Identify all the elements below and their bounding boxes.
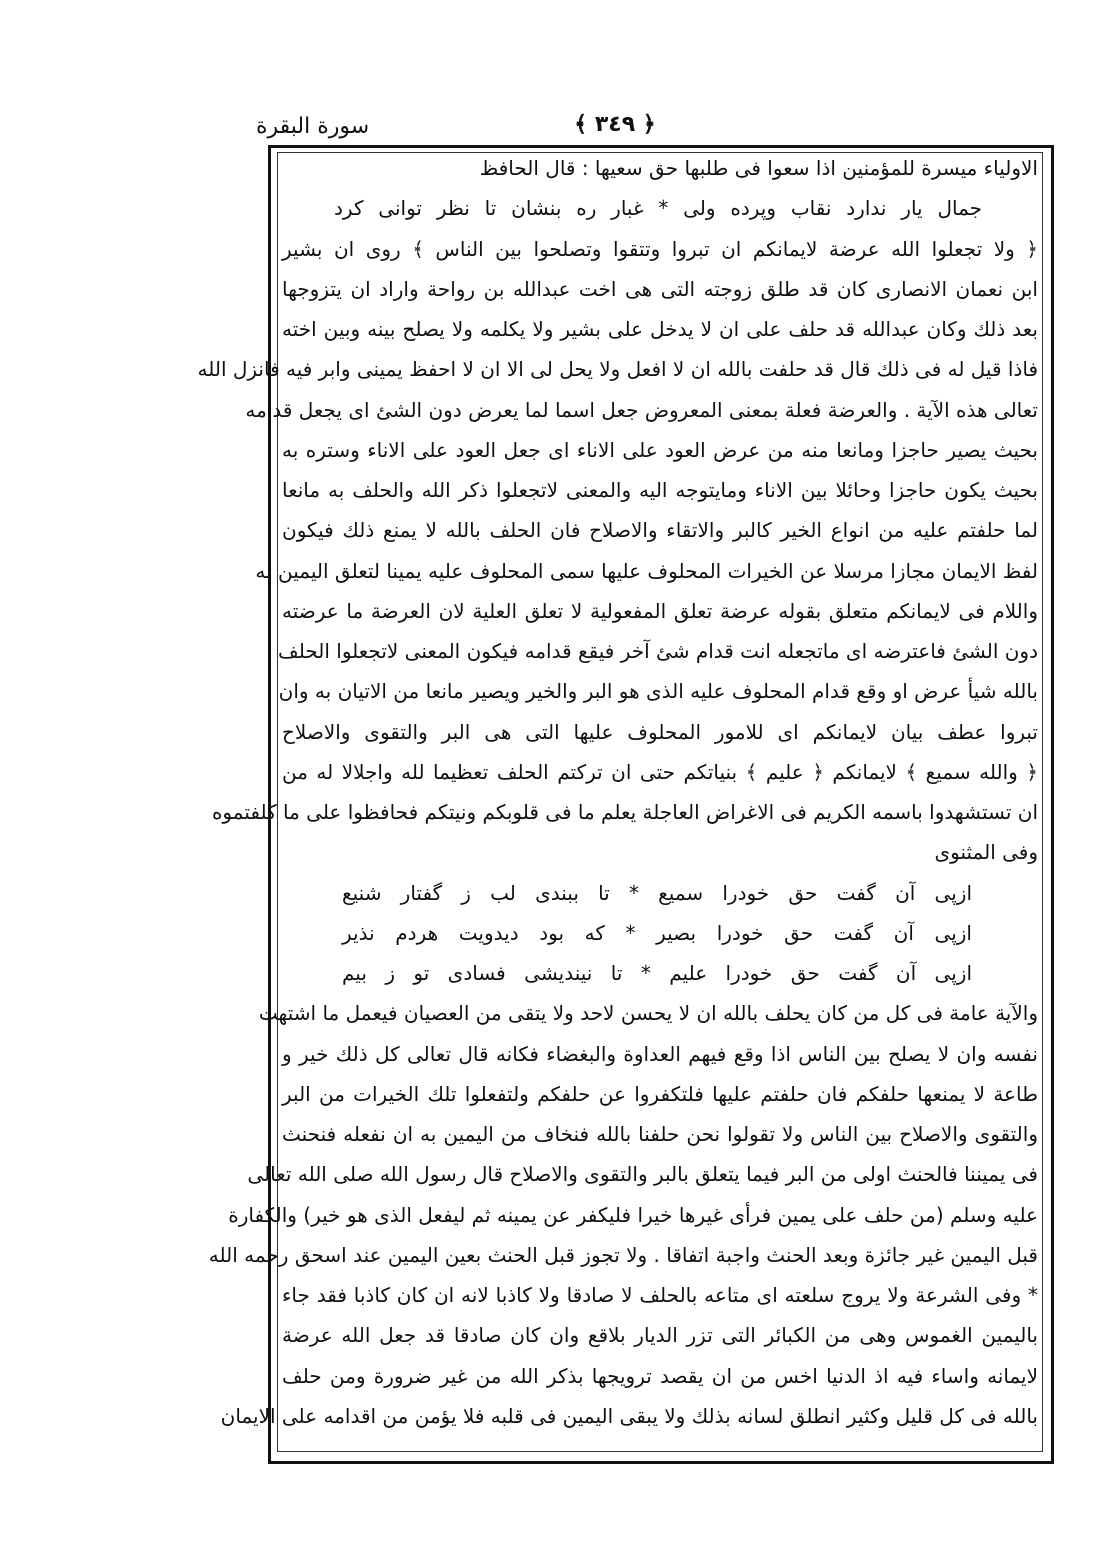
running-header-surah-name: سورة البقرة <box>256 114 370 139</box>
text-line: بحيث يكون حاجزا وحائلا بين الاناء ومايتوجه اليه والمعنى لاتجعلوا ذكر الله والحلف به مانعا <box>282 478 1038 502</box>
text-line: تبروا عطف بيان لايمانكم اى للامور المحلوف عليها التى هى البر والتقوى والاصلاح <box>282 719 1038 744</box>
text-line: طاعة لا يمنعها حلفكم فان حلفتم عليها فلتكفروا عن حلفكم ولتفعلوا تلك الخيرات من البر <box>282 1081 1038 1106</box>
text-line: ﴿ والله سميع ﴾ لايمانكم ﴿ عليم ﴾ بنياتكم حتى ان تركتم الحلف تعظيما لله واجلالا له من <box>282 759 1038 784</box>
text-line: ﴿ ولا تجعلوا الله عرضة لايمانكم ان تبروا وتتقوا وتصلحوا بين الناس ﴾ روى ان بشير <box>282 236 1038 261</box>
page-number: ﴿ ٣٤٩ ﴾ <box>574 112 656 137</box>
verse-line: ازپى آن گفت حق خودرا بصير * كه بود ديدويت هردم نذير <box>342 920 972 945</box>
text-line: لفظ الايمان مجازا مرسلا عن الخيرات المحلوف عليها سمى المحلوف عليه يمينا لتعلق اليمين به <box>255 558 1038 583</box>
text-line: والآية عامة فى كل من كان يحلف بالله ان لا يحسن لاحد ولا يتقى من العصيان فيعمل ما اشتهت <box>258 1001 1038 1026</box>
text-line: * وفى الشرعة ولا يروج سلعته اى متاعه بالحلف لا صادقا ولا كاذبا لانه ان كان كاذبا فقد جاء <box>282 1283 1038 1307</box>
verse-line: ازپى آن گفت حق خودرا عليم * تا نينديشى فسادى تو ز بيم <box>342 961 972 985</box>
text-line: لما حلفتم عليه من انواع الخير كالبر والاتقاء والاصلاح فان الحلف بالله لا يمنع ذلك فيكون <box>282 518 1038 543</box>
text-line: الاولياء ميسرة للمؤمنين اذا سعوا فى طلبها حق سعيها : قال الحافظ <box>479 156 1038 180</box>
text-line: وفى المثنوى <box>934 840 1038 865</box>
text-line: فى يميننا فالحنث اولى من البر فيما يتعلق بالبر والتقوى والاصلاح قال رسول الله صلى الله تعالى <box>247 1162 1038 1187</box>
text-line: دون الشئ فاعترضه اى ماتجعله انت قدام شئ آخر فيقع قدامه فيكون المعنى لاتجعلوا الحلف <box>278 639 1038 663</box>
text-line: بالله فى كل قليل وكثير انطلق لسانه بذلك ولا يبقى اليمين فى قلبه فلا يؤمن من اقدامه على الايمان <box>220 1403 1038 1428</box>
text-line: والتقوى والاصلاح بين الناس ولا تقولوا نحن حلفنا بالله فنخاف من اليمين به ان نفعله فنحنث <box>282 1122 1038 1146</box>
text-line: بحيث يصير حاجزا ومانعا منه من عرض العود على الاناء اى جعل العود على الاناء وستره به <box>282 437 1038 462</box>
text-line: ابن نعمان الانصارى كان قد طلق زوجته التى هى اخت عبدالله بن رواحة واراد ان يتزوجها <box>282 276 1038 301</box>
body-text <box>197 148 1038 1436</box>
text-line: تعالى هذه الآية . والعرضة فعلة بمعنى المعروض جعل اسما لما يعرض دون الشئ اى يجعل قدامه <box>245 397 1038 422</box>
text-line: قبل اليمين غير جائزة وبعد الحنث واجبة اتفاقا . ولا تجوز قبل الحنث بعين اليمين عند اسحق رحمه الله <box>208 1242 1038 1267</box>
text-line: جمال يار ندارد نقاب وپرده ولى * غبار ره بنشان تا نظر توانى كرد <box>334 196 982 221</box>
verse-line: ازپى آن گفت حق خودرا سميع * تا ببندى لب ز گفتار شنيع <box>342 880 972 905</box>
text-line: لايمانه واساء فيه اذ الدنيا اخس من ان يقصد ترويجها بذكر الله من غير ضرورة ومن حلف <box>282 1363 1038 1388</box>
text-line: واللام فى لايمانكم متعلق بقوله عرضة تعلق المفعولية لا تعلق العلية لان العرضة ما عرضته <box>282 598 1038 623</box>
text-line: نفسه وان لا يصلح بين الناس اذا وقع فيهم العداوة والبغضاء فكانه قال تعالى كل ذلك خير و <box>282 1041 1038 1066</box>
text-line: ان تستشهدوا باسمه الكريم فى الاغراض العاجلة يعلم ما فى قلوبكم ونيتكم فحافظوا على ما كلفتموه <box>211 800 1038 824</box>
text-line: بعد ذلك وكان عبدالله قد حلف على ان لا يدخل على بشير ولا يكلمه ولا يصلح بينه وبين اخته <box>282 317 1038 341</box>
text-line: بالله شيأ عرض او وقع قدام المحلوف عليه الذى هو البر والخير ويصير مانعا من الاتيان به وان <box>278 679 1038 704</box>
text-line: عليه وسلم (من حلف على يمين فرأى غيرها خيرا فليكفر عن يمينه ثم ليفعل الذى هو خير) والكفارة <box>228 1202 1038 1227</box>
text-line: باليمين الغموس وهى من الكبائر التى تزر الديار بلاقع وان كان صادقا قد جعل الله عرضة <box>282 1323 1038 1348</box>
text-line: فاذا قيل له فى ذلك قال قد حلفت بالله ان لا افعل ولا يحل لى الا ان لا احفظ يمينى وابر فيه فانزل الله <box>197 357 1038 382</box>
